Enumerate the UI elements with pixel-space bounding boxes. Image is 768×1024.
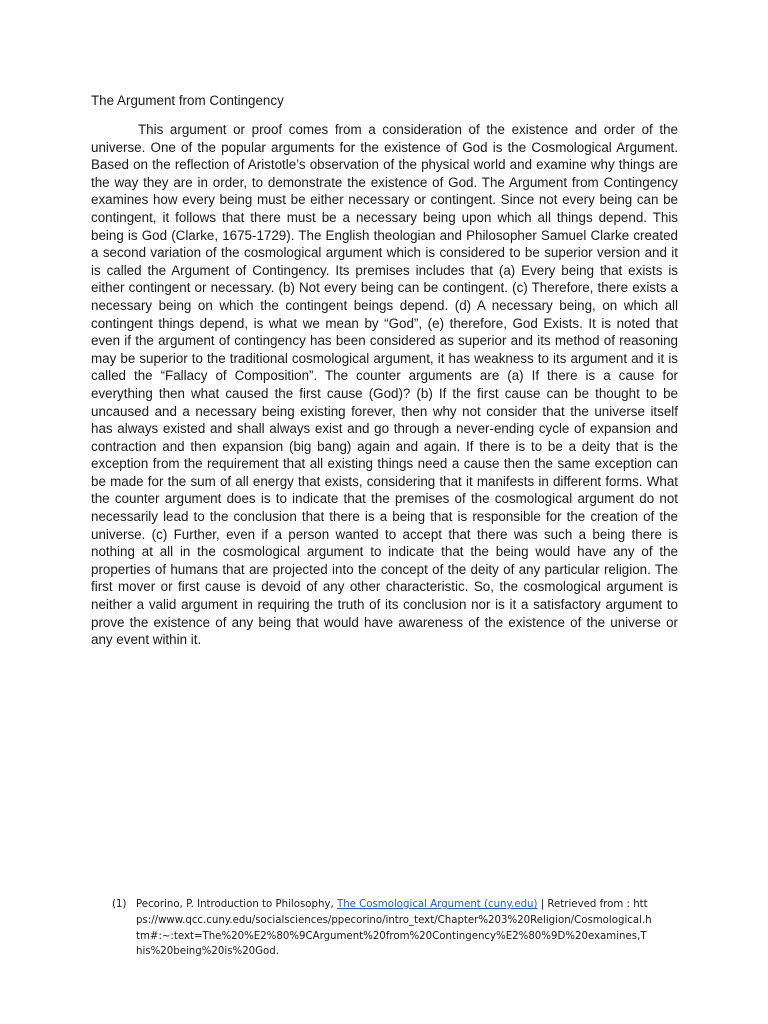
footnote-link[interactable]: The Cosmological Argument (cuny.edu) — [336, 899, 538, 910]
footnote-prefix: Pecorino, P. Introduction to Philosophy, — [136, 899, 337, 910]
document-title: The Argument from Contingency — [91, 93, 284, 108]
body-paragraph: This argument or proof comes from a consideration of the existence and order of the universe. One of the popular arguments for the existence of God is the Cosmological Argument. Based on the reflection of Aristotle’s observation of the physical world and examine why things are the way they are in order, to demonstrate the existence of God. The Argument from Contingency examines how every being must be either necessary or contingent. Since not every being can be contingent, it follows that there must be a necessary being upon which all things depend. This being is God (Clarke, 1675-1729). The English theologian and Philosopher Samuel Clarke created a second variation of the cosmological argument which is considered to be superior version and it is called the Argument of Contingency. Its premises includes that (a) Every being that exists is either contingent or necessary. (b) Not every being can be contingent. (c) Therefore, there exists a necessary being on which the contingent beings depend. (d) A necessary being, on which all contingent things depend, is what we mean by “God”, (e) therefore, God Exists. It is noted that even if the argument of contingency has been considered as superior and its method of reasoning may be superior to the traditional cosmological argument, it has weakness to its argument and it is called the “Fallacy of Composition”. The counter arguments are (a) If there is a cause for everything then what caused the first cause (God)? (b) If the first cause can be thought to be uncaused and a necessary being existing forever, then why not consider that the universe itself has always existed and shall always exist and go through a never-ending cycle of expansion and contraction and then expansion (big bang) again and again. If there is to be a deity that is the exception from the requirement that all existing things need a cause then the same exception can be made for the sum of all energy that exists, considering that it manifests in different forms. What the counter argument does is to indicate that the premises of the cosmological argument do not necessarily lead to the conclusion that there is a being that is responsible for the creation of the universe. (c) Further, even if a person wanted to accept that there was such a being there is nothing at all in the cosmological argument to indicate that the being would have any of the properties of humans that are projected into the concept of the deity of any particular religion. The first mover or first cause is devoid of any other characteristic. So, the cosmological argument is neither a valid argument in requiring the truth of its conclusion nor is it a satisfactory argument to prove the existence of any being that would have awareness of the existence of the universe or any event within it. — [91, 122, 678, 648]
footnote-suffix: | Retrieved from : https://www.qcc.cuny.edu/socialsciences/ppecorino/intro_text/Chapter%203%20Religion/Cosmological.htm#:~:text=The%20%E2%80%9CArgument%20from%20Contingency%E2%80%9D%20examines,This%20being%20is%20God. — [136, 899, 652, 958]
footnote — [112, 897, 652, 960]
footnote-number: (1) — [112, 899, 127, 910]
footnote-body — [136, 897, 652, 960]
